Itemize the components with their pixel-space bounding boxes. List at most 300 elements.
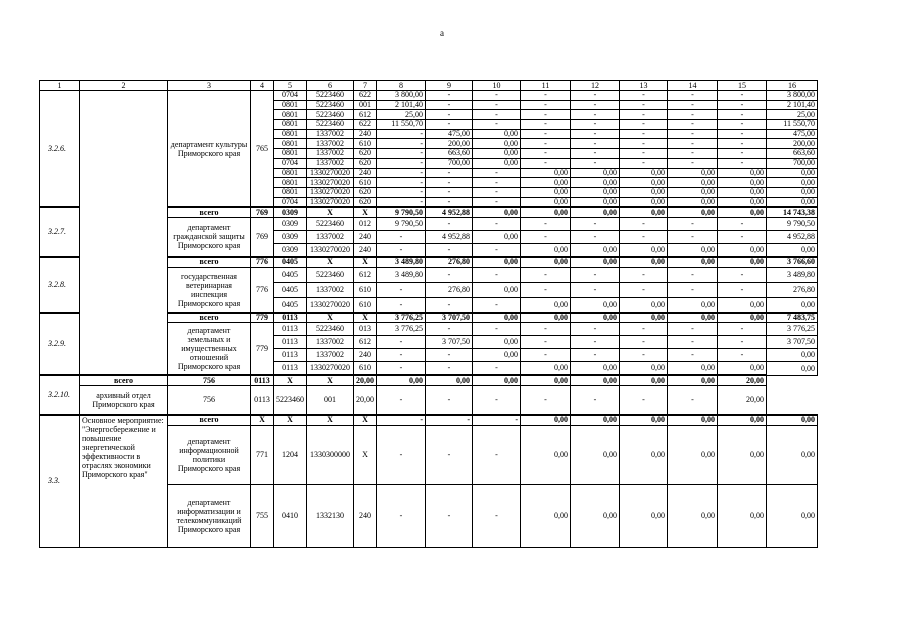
table-cell: - <box>377 129 426 139</box>
table-cell: 3 489,80 <box>377 267 426 282</box>
table-cell: - <box>571 139 620 149</box>
total-cell: 0,00 <box>473 313 521 323</box>
section-number: 3.2.9. <box>40 313 80 376</box>
table-cell: 0801 <box>274 120 307 130</box>
table-cell: - <box>426 187 473 197</box>
total-cell: 0405 <box>274 257 307 267</box>
total-cell: - <box>473 415 521 425</box>
table-cell: 0,00 <box>620 484 668 547</box>
table-cell: - <box>668 349 718 362</box>
table-cell: 620 <box>354 158 377 168</box>
table-cell: - <box>718 217 767 230</box>
table-cell: - <box>571 129 620 139</box>
total-cell: 779 <box>251 313 274 323</box>
table-cell: 0,00 <box>521 362 571 376</box>
table-cell: 9 790,50 <box>767 217 818 230</box>
table-cell: 5223460 <box>307 120 354 130</box>
table-cell: - <box>571 336 620 349</box>
total-row <box>40 415 818 425</box>
total-cell: X <box>354 415 377 425</box>
table-cell: - <box>426 243 473 257</box>
table-cell: - <box>521 91 571 101</box>
table-cell: 1337002 <box>307 149 354 159</box>
table-cell: - <box>668 282 718 297</box>
table-cell: 0,00 <box>668 197 718 207</box>
table-cell: - <box>473 217 521 230</box>
table-cell: - <box>473 386 521 416</box>
total-cell: 0,00 <box>718 257 767 267</box>
table-cell: - <box>473 110 521 120</box>
total-cell: - <box>377 415 426 425</box>
table-cell: - <box>718 323 767 336</box>
table-cell: - <box>718 149 767 159</box>
table-cell: - <box>521 129 571 139</box>
table-cell: - <box>718 230 767 243</box>
table-cell: - <box>521 230 571 243</box>
table-cell: 240 <box>354 484 377 547</box>
budget-table <box>39 80 818 548</box>
table-cell: - <box>377 425 426 484</box>
table-cell: - <box>521 323 571 336</box>
column-number: 6 <box>307 81 354 91</box>
table-cell: - <box>377 282 426 297</box>
total-cell: X <box>274 375 307 385</box>
table-cell: - <box>668 267 718 282</box>
table-cell: 1330300000 <box>307 425 354 484</box>
table-cell: - <box>668 149 718 159</box>
table-cell: - <box>426 297 473 313</box>
table-cell: 0,00 <box>521 243 571 257</box>
table-cell: 0,00 <box>473 158 521 168</box>
table-cell: 0,00 <box>668 187 718 197</box>
table-cell: 5223460 <box>274 386 307 416</box>
table-cell: 700,00 <box>426 158 473 168</box>
table-cell: - <box>620 158 668 168</box>
table-cell: 0309 <box>274 243 307 257</box>
table-cell: 1332130 <box>307 484 354 547</box>
table-cell: 610 <box>354 282 377 297</box>
total-cell: 0,00 <box>521 313 571 323</box>
table-cell: 0,00 <box>620 243 668 257</box>
table-cell: - <box>377 187 426 197</box>
table-cell: 3 776,25 <box>767 323 818 336</box>
table-cell: 610 <box>354 297 377 313</box>
table-cell: 0801 <box>274 149 307 159</box>
table-cell: 240 <box>354 230 377 243</box>
table-cell: 0,00 <box>767 168 818 178</box>
table-cell: - <box>377 139 426 149</box>
table-cell: 013 <box>354 323 377 336</box>
table-cell: - <box>620 282 668 297</box>
total-cell: X <box>307 257 354 267</box>
table-cell: 0,00 <box>571 425 620 484</box>
table-cell: 5223460 <box>307 110 354 120</box>
section-title: Основное мероприятие: "Энергосбережение и повышение энергетической эффективности в отраслях экономики Приморского края" <box>80 415 168 547</box>
table-cell: - <box>426 349 473 362</box>
total-cell: 0,00 <box>473 257 521 267</box>
table-cell: 0,00 <box>620 197 668 207</box>
table-cell: 0,00 <box>521 297 571 313</box>
column-number: 7 <box>354 81 377 91</box>
total-cell: 0,00 <box>620 375 668 385</box>
total-cell: X <box>307 207 354 217</box>
table-cell: 0,00 <box>718 178 767 188</box>
table-cell: - <box>473 100 521 110</box>
table-cell: 612 <box>354 110 377 120</box>
table-cell: - <box>571 91 620 101</box>
table-cell: 0,00 <box>668 168 718 178</box>
table-cell: - <box>571 120 620 130</box>
table-cell: 0,00 <box>473 282 521 297</box>
table-cell: - <box>377 336 426 349</box>
table-cell: 0,00 <box>620 187 668 197</box>
table-cell: - <box>718 336 767 349</box>
executor-name: департамент земельных и имущественных отношений Приморского края <box>168 323 251 376</box>
table-cell: 0,00 <box>571 187 620 197</box>
total-cell: X <box>354 207 377 217</box>
table-cell: 4 952,88 <box>426 230 473 243</box>
table-cell: 755 <box>251 484 274 547</box>
total-cell: X <box>307 375 354 385</box>
table-cell: - <box>521 110 571 120</box>
table-cell: - <box>668 100 718 110</box>
table-cell: 0,00 <box>718 362 767 376</box>
section-title <box>80 91 168 376</box>
table-cell: 20,00 <box>718 386 767 416</box>
table-cell: - <box>571 158 620 168</box>
table-row <box>40 386 818 416</box>
table-cell: - <box>521 120 571 130</box>
table-cell: 0,00 <box>620 362 668 376</box>
table-cell: - <box>521 349 571 362</box>
table-cell: - <box>668 323 718 336</box>
total-cell: X <box>354 313 377 323</box>
table-cell: - <box>718 100 767 110</box>
total-cell: 14 743,38 <box>767 207 818 217</box>
table-cell: - <box>377 484 426 547</box>
table-cell: - <box>668 386 718 416</box>
table-cell: - <box>377 230 426 243</box>
column-number: 8 <box>377 81 426 91</box>
table-cell: 5223460 <box>307 100 354 110</box>
table-cell: 610 <box>354 139 377 149</box>
table-cell: 622 <box>354 120 377 130</box>
total-label: всего <box>168 313 251 323</box>
table-cell: 756 <box>168 386 251 416</box>
table-cell: X <box>354 425 377 484</box>
table-cell: 1330270020 <box>307 197 354 207</box>
table-cell: 622 <box>354 91 377 101</box>
table-cell: 0,00 <box>473 336 521 349</box>
table-cell: 1330270020 <box>307 187 354 197</box>
table-cell: - <box>718 349 767 362</box>
total-cell: 0,00 <box>767 415 818 425</box>
table-cell: 0309 <box>274 230 307 243</box>
table-cell: 5223460 <box>307 91 354 101</box>
table-cell: 20,00 <box>354 386 377 416</box>
table-cell: 663,60 <box>767 149 818 159</box>
table-cell: 0801 <box>274 178 307 188</box>
executor-name: департамент культуры Приморского края <box>168 91 251 208</box>
total-cell: 0,00 <box>668 375 718 385</box>
table-cell: - <box>718 282 767 297</box>
table-cell: 240 <box>354 349 377 362</box>
total-cell: 0,00 <box>571 313 620 323</box>
table-cell: 1330270020 <box>307 243 354 257</box>
table-cell: - <box>521 267 571 282</box>
table-cell: 663,60 <box>426 149 473 159</box>
total-cell: 756 <box>168 375 251 385</box>
total-cell: 0,00 <box>473 207 521 217</box>
table-cell: - <box>718 110 767 120</box>
total-cell: 0,00 <box>718 313 767 323</box>
table-cell: 276,80 <box>426 282 473 297</box>
table-cell: - <box>571 323 620 336</box>
table-cell: - <box>473 91 521 101</box>
table-cell: - <box>668 158 718 168</box>
total-cell: 0,00 <box>620 415 668 425</box>
table-cell: 0,00 <box>521 178 571 188</box>
table-cell: - <box>571 386 620 416</box>
table-cell: - <box>426 217 473 230</box>
table-row <box>40 91 818 101</box>
table-cell: - <box>668 336 718 349</box>
table-cell: 0,00 <box>767 362 818 376</box>
table-cell: - <box>426 120 473 130</box>
table-cell: - <box>620 100 668 110</box>
total-cell: 0,00 <box>571 415 620 425</box>
table-cell: - <box>620 323 668 336</box>
column-number: 12 <box>571 81 620 91</box>
table-cell: - <box>620 267 668 282</box>
table-cell: - <box>521 149 571 159</box>
table-cell: 0,00 <box>718 168 767 178</box>
total-cell: X <box>274 415 307 425</box>
table-cell: 620 <box>354 197 377 207</box>
table-cell: 11 550,70 <box>767 120 818 130</box>
total-cell: 20,00 <box>354 375 377 385</box>
table-cell: - <box>377 349 426 362</box>
table-cell: - <box>473 120 521 130</box>
section-number: 3.3. <box>40 415 80 547</box>
table-cell: 0410 <box>274 484 307 547</box>
total-cell: 0,00 <box>473 375 521 385</box>
table-cell: 0801 <box>274 139 307 149</box>
table-cell: 012 <box>354 217 377 230</box>
column-number: 14 <box>668 81 718 91</box>
table-cell: - <box>668 120 718 130</box>
table-cell: - <box>426 267 473 282</box>
table-cell: 0,00 <box>718 187 767 197</box>
table-cell: - <box>668 217 718 230</box>
table-cell: - <box>718 91 767 101</box>
table-cell: 0801 <box>274 100 307 110</box>
table-cell: - <box>620 129 668 139</box>
table-cell: 0,00 <box>668 243 718 257</box>
column-number: 10 <box>473 81 521 91</box>
total-cell: 0,00 <box>571 257 620 267</box>
table-cell: 0405 <box>274 282 307 297</box>
total-cell: - <box>426 415 473 425</box>
table-cell: - <box>473 187 521 197</box>
total-cell: 3 766,60 <box>767 257 818 267</box>
total-cell: 20,00 <box>718 375 767 385</box>
header-row <box>40 81 818 91</box>
table-cell: 25,00 <box>377 110 426 120</box>
table-cell: - <box>473 297 521 313</box>
table-cell: 0,00 <box>521 425 571 484</box>
table-cell: 771 <box>251 425 274 484</box>
table-cell: - <box>620 386 668 416</box>
table-cell: - <box>377 158 426 168</box>
table-cell: 5223460 <box>307 217 354 230</box>
table-cell: 0,00 <box>767 297 818 313</box>
total-label: всего <box>168 257 251 267</box>
table-cell: 0,00 <box>668 178 718 188</box>
table-cell: 0,00 <box>620 425 668 484</box>
table-cell: 0,00 <box>521 484 571 547</box>
total-cell: X <box>307 415 354 425</box>
table-cell: 0,00 <box>620 297 668 313</box>
table-cell: - <box>426 425 473 484</box>
total-cell: 769 <box>251 207 274 217</box>
table-cell: 0801 <box>274 129 307 139</box>
table-cell: - <box>668 230 718 243</box>
column-number: 5 <box>274 81 307 91</box>
table-cell: 620 <box>354 187 377 197</box>
table-cell: 3 800,00 <box>377 91 426 101</box>
table-cell: 0704 <box>274 91 307 101</box>
table-cell: - <box>521 217 571 230</box>
column-number: 9 <box>426 81 473 91</box>
table-cell: - <box>377 178 426 188</box>
table-cell: 0,00 <box>571 243 620 257</box>
total-cell: 276,80 <box>426 257 473 267</box>
table-cell: 1330270020 <box>307 168 354 178</box>
table-cell: 3 489,80 <box>767 267 818 282</box>
table-cell: 200,00 <box>767 139 818 149</box>
total-cell: 0,00 <box>668 415 718 425</box>
table-cell: 0,00 <box>767 197 818 207</box>
table-cell: - <box>426 323 473 336</box>
table-cell: - <box>571 349 620 362</box>
total-cell: 3 776,25 <box>377 313 426 323</box>
table-cell: 612 <box>354 267 377 282</box>
table-cell: 475,00 <box>767 129 818 139</box>
total-label: всего <box>168 415 251 425</box>
executor-name: департамент гражданской защиты Приморского края <box>168 217 251 257</box>
table-cell: - <box>668 91 718 101</box>
table-cell: 620 <box>354 149 377 159</box>
table-cell: 0801 <box>274 187 307 197</box>
table-cell: - <box>377 297 426 313</box>
table-cell: 0,00 <box>620 178 668 188</box>
total-cell: 0,00 <box>668 257 718 267</box>
table-cell: 0405 <box>274 297 307 313</box>
table-cell: 200,00 <box>426 139 473 149</box>
table-cell: 0,00 <box>718 425 767 484</box>
table-cell: 001 <box>307 386 354 416</box>
table-cell: - <box>377 243 426 257</box>
table-cell: - <box>571 230 620 243</box>
table-cell: - <box>377 168 426 178</box>
table-cell: 0,00 <box>571 362 620 376</box>
agency-code: 776 <box>251 267 274 313</box>
table-cell: 2 101,40 <box>767 100 818 110</box>
table-cell: 1337002 <box>307 282 354 297</box>
table-cell: 0309 <box>274 217 307 230</box>
executor-name: архивный отдел Приморского края <box>80 386 168 416</box>
total-cell: 3 707,50 <box>426 313 473 323</box>
total-cell: X <box>354 257 377 267</box>
table-cell: 0801 <box>274 168 307 178</box>
table-cell: 1337002 <box>307 158 354 168</box>
total-cell: 0,00 <box>521 375 571 385</box>
table-cell: - <box>620 336 668 349</box>
table-cell: 1337002 <box>307 349 354 362</box>
total-label: всего <box>168 207 251 217</box>
total-cell: X <box>251 415 274 425</box>
table-cell: - <box>620 230 668 243</box>
table-cell: 001 <box>354 100 377 110</box>
table-cell: - <box>521 282 571 297</box>
table-cell: 0,00 <box>767 187 818 197</box>
table-cell: 0,00 <box>668 484 718 547</box>
table-cell: 25,00 <box>767 110 818 120</box>
total-cell: 4 952,88 <box>426 207 473 217</box>
table-cell: - <box>620 349 668 362</box>
table-cell: - <box>571 217 620 230</box>
section-number: 3.2.8. <box>40 257 80 313</box>
table-cell: 4 952,88 <box>767 230 818 243</box>
table-cell: - <box>620 217 668 230</box>
total-cell: 0,00 <box>521 415 571 425</box>
total-cell: 0,00 <box>668 207 718 217</box>
table-cell: 0,00 <box>767 425 818 484</box>
table-cell: 0,00 <box>767 484 818 547</box>
total-cell: 7 483,75 <box>767 313 818 323</box>
table-cell: 0,00 <box>571 178 620 188</box>
column-number: 4 <box>251 81 274 91</box>
column-number: 15 <box>718 81 767 91</box>
table-cell: 5223460 <box>307 267 354 282</box>
total-cell: 0,00 <box>620 313 668 323</box>
table-cell: - <box>426 484 473 547</box>
table-cell: 240 <box>354 168 377 178</box>
table-cell: - <box>718 129 767 139</box>
section-number: 3.2.10. <box>40 375 80 415</box>
table-cell: - <box>571 100 620 110</box>
table-cell: 0113 <box>274 362 307 376</box>
table-cell: 0113 <box>274 349 307 362</box>
table-cell: - <box>426 386 473 416</box>
table-cell: 0,00 <box>668 425 718 484</box>
table-cell: 0,00 <box>473 139 521 149</box>
table-cell: 1204 <box>274 425 307 484</box>
table-cell: 0,00 <box>718 297 767 313</box>
table-cell: 1337002 <box>307 230 354 243</box>
table-cell: 610 <box>354 178 377 188</box>
table-cell: - <box>377 362 426 376</box>
table-cell: - <box>620 120 668 130</box>
table-cell: 0113 <box>251 386 274 416</box>
table-cell: - <box>426 91 473 101</box>
table-cell: - <box>571 110 620 120</box>
total-cell: 0,00 <box>668 313 718 323</box>
table-cell: - <box>426 197 473 207</box>
table-cell: 475,00 <box>426 129 473 139</box>
section-number: 3.2.7. <box>40 207 80 257</box>
